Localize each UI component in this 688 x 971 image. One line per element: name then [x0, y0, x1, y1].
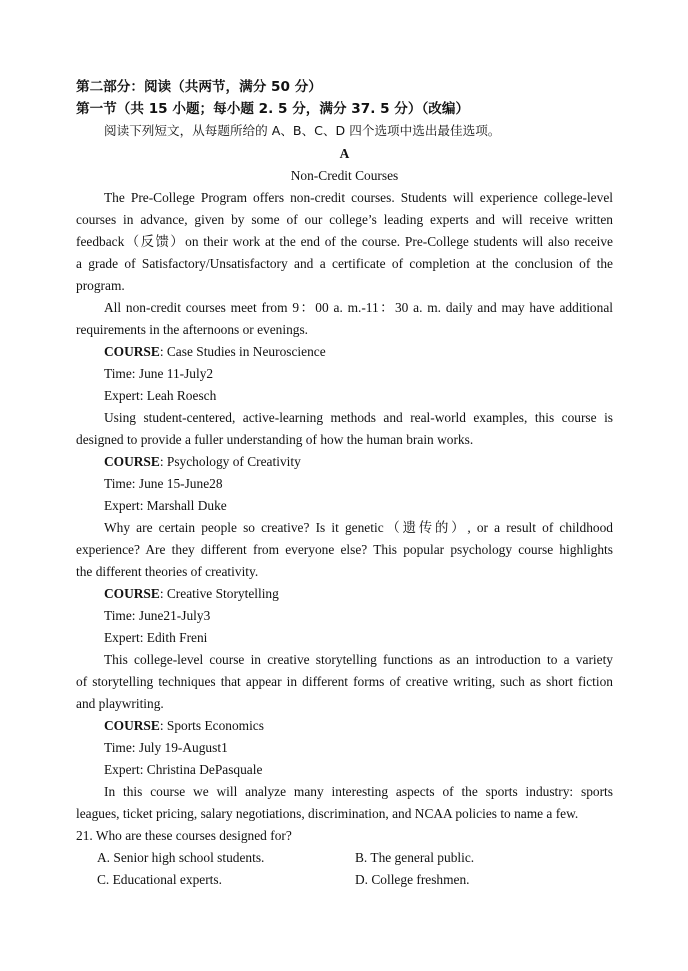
course-desc-line: This college-level course in creative storytelling functions as an introduction to a variety [104, 652, 613, 667]
course-desc-line: Why are certain people so creative? Is it genetic（遗传的）, or a result of childhood [104, 520, 613, 535]
question-stem: 21. Who are these courses designed for? [76, 828, 292, 843]
course-title [76, 583, 613, 605]
course-expert: Expert: Christina DePasquale [104, 762, 263, 777]
course-desc-line: the different theories of creativity. [76, 564, 259, 579]
course-expert: Expert: Leah Roesch [104, 388, 217, 403]
intro-line: program. [76, 278, 125, 293]
option-d: D. College freshmen. [355, 872, 470, 887]
course-title [76, 341, 613, 363]
section-heading: 第一节（共 15 小题；每小题 2. 5 分，满分 37. 5 分）（改编） [76, 101, 470, 117]
course-name: : Psychology of Creativity [159, 454, 301, 469]
intro-line: The Pre-College Program offers non-credit courses. Students will experience college-level [104, 190, 613, 205]
course-title [76, 451, 613, 473]
course-desc-line: In this course we will analyze many interesting aspects of the sports industry: sports [104, 784, 613, 799]
course-name: : Creative Storytelling [159, 586, 279, 601]
course-time: Time: June 15-June28 [104, 476, 223, 491]
course-name: : Case Studies in Neuroscience [159, 344, 326, 359]
intro-line: courses in advance, given by some of our college’s leading experts and will receive written [76, 212, 613, 227]
course-label: COURSE [104, 718, 160, 733]
instruction-text: 阅读下列短文，从每题所给的 A、B、C、D 四个选项中选出最佳选项。 [104, 123, 501, 138]
course-expert: Expert: Edith Freni [104, 630, 208, 645]
course-desc-line: designed to provide a fuller understanding of how the human brain works. [76, 432, 474, 447]
passage-title: Non-Credit Courses [290, 168, 399, 183]
course-time: Time: July 19-August1 [104, 740, 228, 755]
course-desc-line: Using student-centered, active-learning methods and real-world examples, this course is [104, 410, 613, 425]
intro-line: All non-credit courses meet from 9：00 a. m.-11：30 a. m. daily and may have additional [104, 300, 613, 315]
course-time: Time: June 11-July2 [104, 366, 214, 381]
course-expert: Expert: Marshall Duke [104, 498, 227, 513]
option-a: A. Senior high school students. [97, 850, 265, 865]
course-desc-line: experience? Are they different from everyone else? This popular psychology course highlights [76, 542, 613, 557]
course-desc-line: of storytelling techniques that appear in different forms of creative writing, such as short fiction [76, 674, 613, 689]
course-label: COURSE [104, 454, 160, 469]
course-label: COURSE [104, 344, 160, 359]
intro-line: a grade of Satisfactory/Unsatisfactory and a certificate of completion at the conclusion of the [76, 256, 613, 271]
course-desc-line: leagues, ticket pricing, salary negotiations, discrimination, and NCAA policies to name a few. [76, 806, 579, 821]
option-b: B. The general public. [355, 850, 475, 865]
course-label: COURSE [104, 586, 160, 601]
part-heading: 第二部分：阅读（共两节，满分 50 分） [76, 79, 322, 95]
passage-letter: A [339, 146, 350, 161]
course-title [76, 715, 613, 737]
course-desc-line: and playwriting. [76, 696, 164, 711]
course-time: Time: June21-July3 [104, 608, 211, 623]
intro-line: requirements in the afternoons or evenings. [76, 322, 309, 337]
course-name: : Sports Economics [159, 718, 264, 733]
option-c: C. Educational experts. [97, 872, 222, 887]
intro-line: feedback（反馈）on their work at the end of the course. Pre-College students will also receive [76, 234, 613, 249]
